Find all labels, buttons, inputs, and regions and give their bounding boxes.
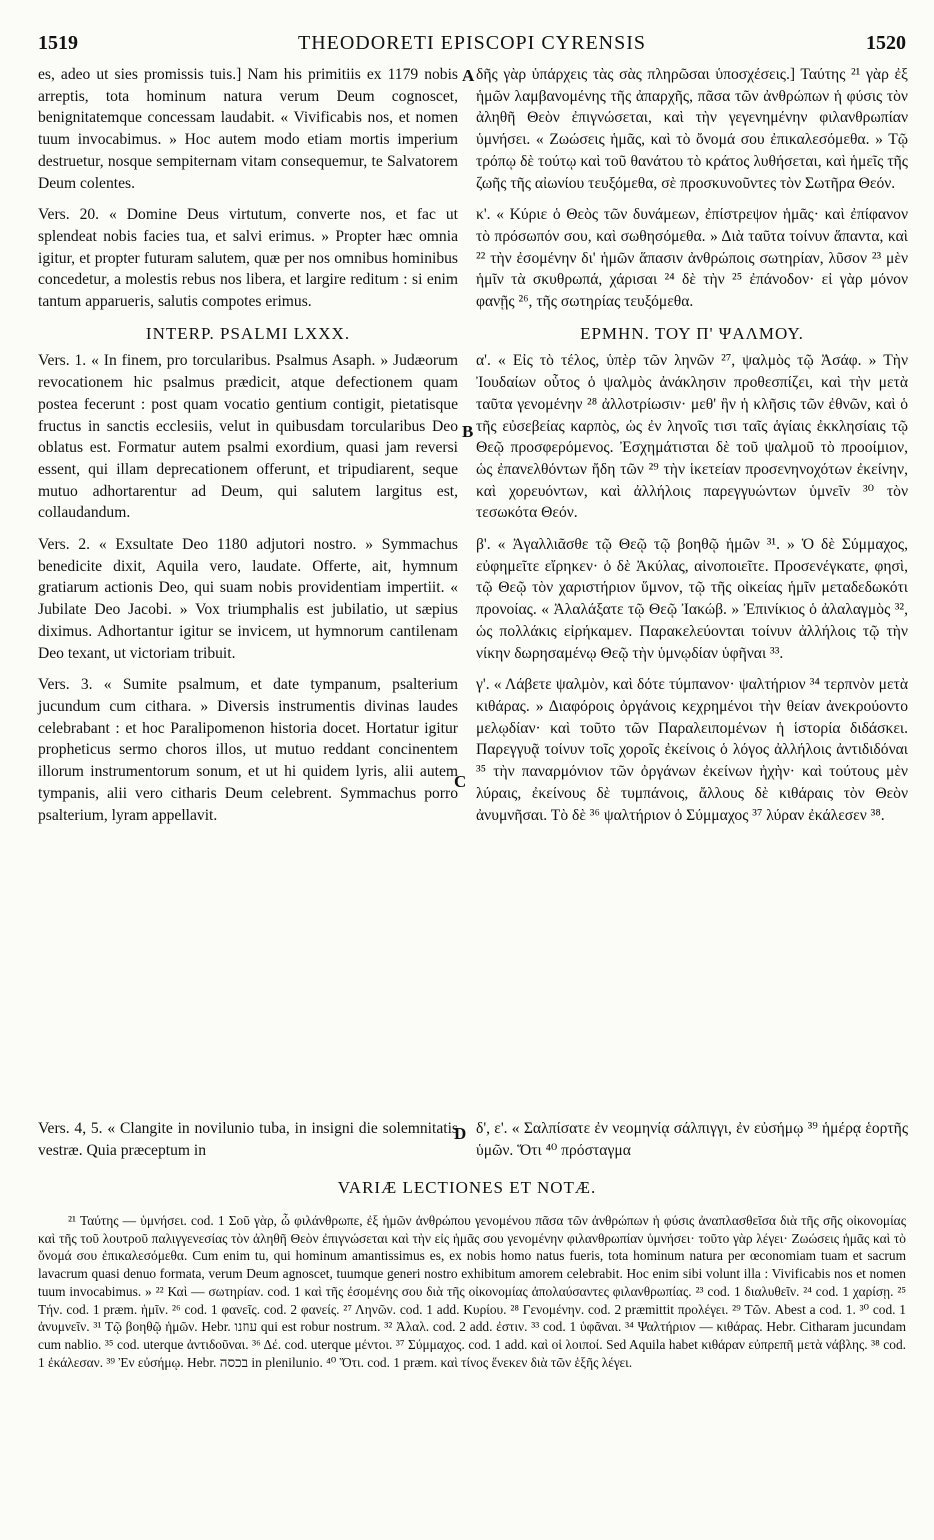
greek-paragraph-1: δῆς γὰρ ὑπάρχεις τὰς σὰς πληρῶσαι ὑποσχέσεις.] Ταύτης ²¹ γὰρ ἐξ ἡμῶν λαμβανομένης τῆς ἀπαρχῆς, πᾶσα τῶν ἀνθρώπων ἡ φύσις τὸν ἀληθῆ Θεὸν ἐπιγνώσεται, καὶ τὴν γεγενημένην φιλανθρωπίαν ὑμνήσει. « Ζωώσεις ἡμᾶς, καὶ τὸ ὄνομά σου ἐπικαλεσόμεθα. » Τῷ τρόπῳ δὲ τούτῳ καὶ τοῦ θανάτου τὸ κράτος λυθήσεται, καὶ ἡμεῖς τῆς ζωῆς τῆς αἰωνίου τευξόμεθα, σὲ προσκυνοῦντες τὸν Σωτῆρα Θεόν.: [476, 66, 908, 192]
notes-title: VARIÆ LECTIONES ET NOTÆ.: [337, 1178, 597, 1197]
running-title: THEODORETI EPISCOPI CYRENSIS: [297, 32, 647, 54]
latin-paragraph-4: Vers. 2. « Exsultate Deo 1180 adjutori nostro. » Symmachus benedicite dixit, Aquila vero, laudate. Offerte, ait, hymnum gratiarum actionis Deo, qui suam nobis providentiam impertiit. « Jubilate Deo Jacobi. » Vox triumphalis est jubilatio, ut sæpius diximus. Adhortantur igitur se invicem, ut hymnorum cantilenam Deo texant, ut victoriam tribuit.: [38, 536, 458, 662]
latin-section-title: INTERP. PSALMI LXXX.: [145, 323, 351, 343]
section-marker-d: D: [454, 1124, 467, 1143]
greek-paragraph-3: α'. « Εἰς τὸ τέλος, ὑπὲρ τῶν ληνῶν ²⁷, ψαλμὸς τῷ Ἀσάφ. » Τὴν Ἰουδαίων οὗτος ὁ ψαλμὸς ἀνάκλησιν προθεσπίζει, καὶ τὴν μετὰ ταῦτα γενομένην ²⁸ ἀλλοτρίωσιν· μεθ' ἣν ἡ κλῆσις τῶν ἐθνῶν, καὶ ὁ τῆς εὐσεβείας καρπὸς, ὡς ἐν ληνοῖς τισι ταῖς ἁγίαις ἐκκλησίαις τῷ Θεῷ προσφερόμενος. Ἐσχημάτισται δὲ τοῦ ψαλμοῦ τὸ προοίμιον, ὡς ἐπανελθόντων ἤδη τῶν ²⁹ τὴν ἱκετείαν προσενηνοχότων ἐκείνην, καὶ χορευόντων, καὶ ἀλλήλοις παρεγγυώντων ὑμνεῖν ³⁰ τὸν τεσωκότα Θεόν.: [476, 352, 908, 522]
greek-paragraph-4: β'. « Ἀγαλλιᾶσθε τῷ Θεῷ τῷ βοηθῷ ἡμῶν ³¹. » Ὁ δὲ Σύμμαχος, εὐφημεῖτε εἴρηκεν· ὁ δὲ Ἀκύλας, αἰνοποιεῖτε. Προσενέγκατε, φησὶ, τῷ Θεῷ τὸν χαριστήριον ὕμνον, τῷ τῆς οἰκείας ἡμῖν μεταδεδωκότι προνοίας. « Ἀλαλάξατε τῷ Θεῷ Ἰακώβ. » Ἐπινίκιος ὁ ἀλαλαγμὸς ³², ὡς πολλάκις εἰρήκαμεν. Παρακελεύονται τοίνυν ἀλλήλοις τῷ τὴν νίκην δωρησαμένῳ Θεῷ τὴν ὑμνῳδίαν ὑφῆναι ³³.: [476, 536, 908, 662]
page-number-right: 1520: [866, 32, 906, 54]
greek-column: [476, 64, 908, 836]
latin-paragraph-5: Vers. 3. « Sumite psalmum, et date tympanum, psalterium jucundum cum cithara. » Diversis instrumentis divinas laudes celebrabant : et hoc Paralipomenon historia docet. Hortatur igitur propheticus sermo choros illos, ut mutuo reddant concinentem illorum instrumentorum sonum, et ut hi quidem lyris, alii autem tympanis, alii vero citharis Deum celebrent. Symmachus porro psalterium, lyram appellavit.: [38, 676, 458, 824]
page-header: [38, 32, 906, 58]
greek-section-title: ΕΡΜΗΝ. ΤΟΥ Π' ΨΑΛΜΟΥ.: [580, 323, 804, 343]
greek-paragraph-5: γ'. « Λάβετε ψαλμὸν, καὶ δότε τύμπανον· ψαλτήριον ³⁴ τερπνὸν μετὰ κιθάρας. » Διαφόροις ὀργάνοις κεχρημένοι τὴν θείαν ἀνεκρούοντο μελῳδίαν· καὶ τοῦτο τῶν Παραλειπομένων ἡ ἱστορία διδάσκει. Παρεγγυᾷ τοίνυν τοῖς χοροῖς ἐκείνοις ὁ λόγος ἀλλήλοις ἀντιδιδόναι ³⁵ τὴν παναρμόνιον τῶν ὀργάνων ἐκείνων ἠχὴν· καὶ τούτους μὲν λύραις, ἐκείνους δὲ τυμπάνοις, ἄλλους δὲ κιθάραις τὸν Θεὸν ἀνυμνῆσαι. Τὸ δὲ ³⁶ ψαλτήριον ὁ Σύμμαχος ³⁷ λύραν ἐκάλεσεν ³⁸.: [476, 676, 908, 824]
latin-paragraph-1: es, adeo ut sies promissis tuis.] Nam his primitiis ex 1179 nobis arreptis, tota hominum natura verum Deum cognoscet, benignitatemque concessam laudabit. « Vivificabis nos, et nomen tuum invocabimus. » Hoc autem modo etiam mortis imperium destruetur, nosque sempiternam vitam consequemur, te Salvatorem Deum colentes.: [38, 66, 458, 192]
notes-text: ²¹ Ταύτης — ὑμνήσει. cod. 1 Σοῦ γὰρ, ὦ φιλάνθρωπε, ἐξ ἡμῶν ἀνθρώπου γενομένου πᾶσα τῶν ἀνθρώπων ἡ φύσις ἀναπλασθεῖσα διὰ τῆς σῆς οἰκονομίας καὶ τῆς τοῦ λουτροῦ παλιγγενεσίας τὸν ἀληθῆ Θεὸν ἐπιγνώσεται καὶ τὴν εἰς ἡμᾶς σου γενομένην φιλανθρωπίαν ὑμνήσει· τοῦτο γὰρ λέγει· Ζωώσεις ἡμᾶς καὶ τὸ ὄνομά σου ἐπικαλεσόμεθα. Cum enim tu, qui hominum amantissimus es, ex nobis homo natus fueris, tota hominum natura per œconomiam tuam et sacrum lavacrum quasi denuo formata, verum Deum agnoscet, tuumque generi nostro exhibitum amorem celebrabit. Hoc enim sibi volunt illa : Vivificabis nos et nomen tuum invocabimus. » ²² Καὶ — σωτηρίαν. cod. 1 καὶ τῆς ἐσομένης σου διὰ τῆς οἰκονομίας ἀπολαύσαντες φιλανθρωπίας. ²³ cod. 1 διαλυθεῖν. ²⁴ cod. 1 χαρίσῃ. ²⁵ Τήν. cod. 1 præm. ἡμῖν. ²⁶ cod. 1 φανεῖς. cod. 2 φανείς. ²⁷ Ληνῶν. cod. 1 add. Κυρίου. ²⁸ Γενομένην. cod. 2 præmittit προλέγει. ²⁹ Τῶν. Abest a cod. 1. ³⁰ cod. 1 ἀνυμνεῖν. ³¹ Τῷ βοηθῷ ἡμῶν. Hebr. עוזנו qui est robur nostrum. ³² Ἀλαλ. cod. 2 add. ἐστιν. ³³ cod. 1 ὑφᾶναι. ³⁴ Ψαλτήριον — κιθάρας. Hebr. Citharam jucundam cum nablio. ³⁵ cod. uterque ἀντιδοῦναι. ³⁶ Δέ. cod. uterque μέντοι. ³⁷ Σύμμαχος. cod. 1 add. καὶ οἱ λοιποί. Sed Aquila habet κιθάραν εὐπρεπῆ μετὰ νάβλης. ³⁸ cod. 1 ἐκάλεσαν. ³⁹ Ἐν εὐσήμῳ. Hebr. בכסה in plenilunio. ⁴⁰ Ὅτι. cod. 1 præm. καὶ τίνος ἕνεκεν διὰ τῶν ἑξῆς λέγει.: [38, 1213, 906, 1370]
section-marker-a: A: [462, 66, 475, 85]
latin-paragraph-6: Vers. 4, 5. « Clangite in novilunio tuba, in insigni die solemnitatis vestræ. Quia præceptum in: [38, 1120, 458, 1159]
latin-column: [38, 64, 458, 836]
page-number-left: 1519: [38, 32, 78, 54]
latin-paragraph-3: Vers. 1. « In finem, pro torcularibus. Psalmus Asaph. » Judæorum revocationem hic psalmus prædicit, atque defectionem quam postea fecerunt : post quam vocatio gentium contigit, pietatisque fructus in sanctis ecclesiis, velut in quibusdam torcularibus Deo oblatus est. Formatur autem psalmi exordium, quasi jam reversi essent, qui illam deprecationem offerunt, et tripudiarent, seque mutuo adhortarentur ad Deum, qui salutem largitus est, collaudandum.: [38, 352, 458, 522]
greek-paragraph-6: δ', ε'. « Σαλπίσατε ἐν νεομηνίᾳ σάλπιγγι, ἐν εὐσήμῳ ³⁹ ἡμέρᾳ ἑορτῆς ὑμῶν. Ὅτι ⁴⁰ πρόσταγμα: [476, 1120, 908, 1159]
section-marker-b: B: [462, 422, 474, 441]
greek-paragraph-2: κ'. « Κύριε ὁ Θεὸς τῶν δυνάμεων, ἐπίστρεψον ἡμᾶς· καὶ ἐπίφανον τὸ πρόσωπόν σου, καὶ σωθησόμεθα. » Διὰ ταῦτα τοίνυν ἅπαντα, καὶ ²² τὴν ἐσομένην δι' ἡμῶν ἅπασιν ἀνθρώποις σωτηρίαν, λῦσον ²³ μὲν ἡμῖν τὰ σκυθρωπά, χάρισαι ²⁴ δὲ τὴν ²⁵ ἐπάνοδον· εἰ γὰρ μόνον φανῇς ²⁶, τῆς σωτηρίας τευξόμεθα.: [476, 206, 908, 311]
latin-paragraph-2: Vers. 20. « Domine Deus virtutum, converte nos, et fac ut splendeat nobis facies tua, et salvi erimus. » Propter hæc omnia igitur, et propter futuram salutem, quæ per nos omnibus hominibus concedetur, a molestis rebus nos libera, et largire reditum : si enim tantum apparueris, salutis compotes erimus.: [38, 206, 458, 311]
notes-block: [38, 1212, 906, 1371]
section-marker-c: C: [454, 772, 467, 791]
